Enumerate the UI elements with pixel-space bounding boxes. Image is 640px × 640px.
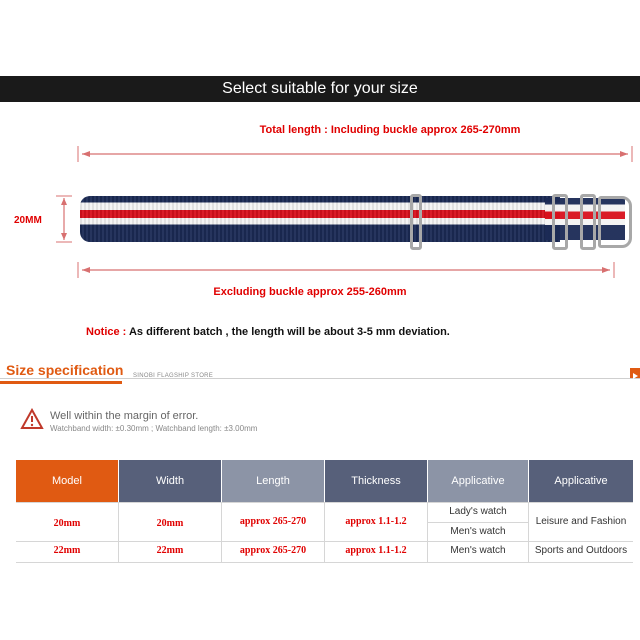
row1-applicative-a: Lady's watch [449,506,507,517]
buckle-ring [580,194,596,250]
header-width: Width [119,460,221,502]
row2-thickness: approx 1.1-1.2 [345,545,407,556]
notice-text: As different batch , the length will be about 3-5 mm deviation. [126,326,450,338]
warning-title: Well within the margin of error. [50,410,199,422]
buckle-ring [552,194,568,250]
header-length: Length [222,460,324,502]
row1-length: approx 265-270 [239,516,307,527]
row2-applicative-2: Sports and Outdoors [534,545,628,556]
section-underline [0,381,122,384]
row2-width: 22mm [156,545,184,556]
row1-applicative-b: Men's watch [450,526,506,537]
keeper-ring [410,194,422,250]
store-name: SINOBI FLAGSHIP STORE [133,373,214,379]
watch-strap [80,196,560,242]
section-title: Size specification [6,362,124,378]
buckle [598,196,632,248]
width-label: 20MM [14,215,42,226]
header-thickness: Thickness [325,460,427,502]
excluding-length-arrow [76,262,636,278]
total-length-arrow [76,146,636,162]
table-border [16,562,633,563]
next-arrow-icon [630,368,640,378]
row1-model: 20mm [53,518,81,529]
notice-label: Notice : [86,326,127,338]
row1-thickness: approx 1.1-1.2 [345,516,407,527]
header-model: Model [16,460,118,502]
total-length-label: Total length : Including buckle approx 265-270mm [259,124,521,136]
row1-applicative-2: Leisure and Fashion [535,516,627,527]
header-applicative-2: Applicative [529,460,633,502]
section-divider [0,378,640,379]
excluding-length-label: Excluding buckle approx 255-260mm [213,286,407,298]
row2-applicative: Men's watch [450,545,506,556]
row2-length: approx 265-270 [239,545,307,556]
table-border [428,522,528,523]
warning-icon [20,408,44,430]
width-arrow [52,194,74,244]
warning-subtitle: Watchband width: ±0.30mm ; Watchband length: ±3.00mm [50,424,258,433]
header-applicative: Applicative [428,460,528,502]
notice [86,326,450,338]
row1-width: 20mm [156,518,184,529]
row2-model: 22mm [53,545,81,556]
title-banner: Select suitable for your size [0,76,640,102]
